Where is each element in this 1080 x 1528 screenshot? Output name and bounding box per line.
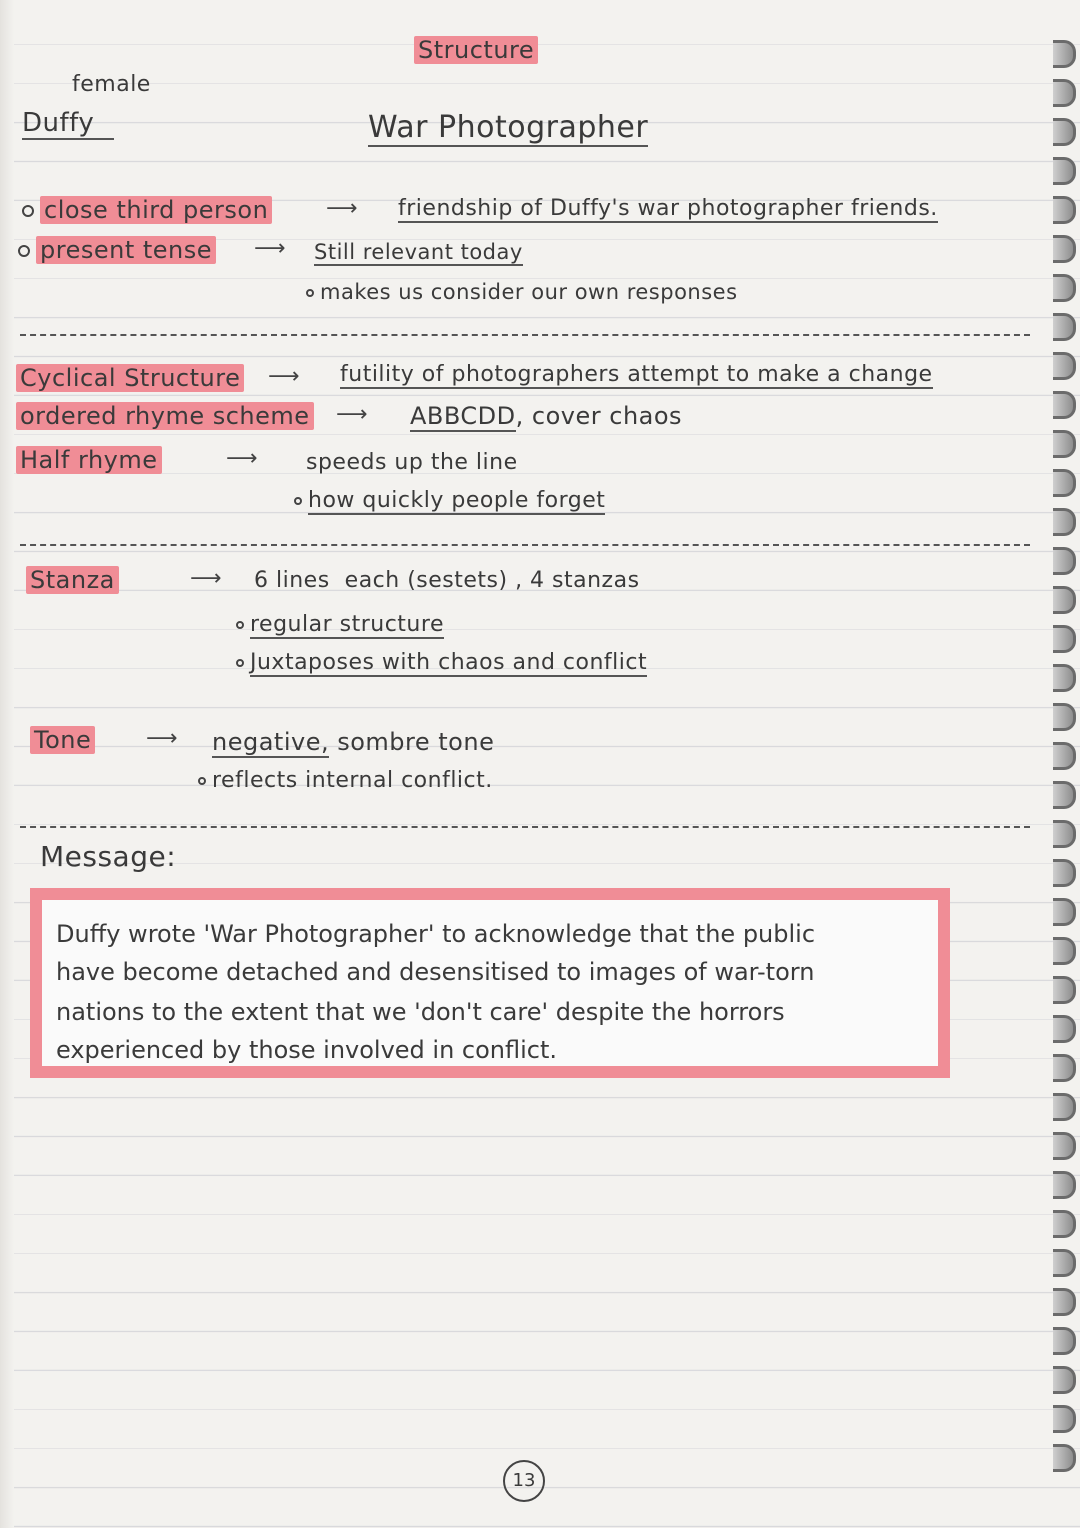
spiral-binding — [1054, 40, 1076, 1480]
spiral-ring-icon — [1053, 1171, 1076, 1199]
spiral-ring-icon — [1053, 586, 1076, 614]
spiral-ring-icon — [1053, 1015, 1076, 1043]
note-still-relevant: Still relevant today — [314, 240, 523, 264]
spiral-ring-icon — [1053, 1132, 1076, 1160]
arrow-right-icon: ⟶ — [146, 726, 178, 751]
bullet-icon — [236, 621, 244, 629]
spiral-ring-icon — [1053, 1054, 1076, 1082]
message-line: Duffy wrote 'War Photographer' to acknowledge that the public — [56, 920, 816, 948]
spiral-ring-icon — [1053, 898, 1076, 926]
arrow-right-icon: ⟶ — [268, 364, 300, 389]
spiral-ring-icon — [1053, 976, 1076, 1004]
arrow-right-icon: ⟶ — [336, 402, 368, 427]
spiral-ring-icon — [1053, 781, 1076, 809]
section-divider — [20, 334, 1030, 336]
spiral-ring-icon — [1053, 391, 1076, 419]
point-close-third-person: close third person — [22, 196, 272, 224]
note-internal-conflict: reflects internal conflict. — [198, 768, 493, 793]
spiral-ring-icon — [1053, 1249, 1076, 1277]
note-people-forget: how quickly people forget — [294, 488, 605, 513]
spiral-ring-icon — [1053, 1405, 1076, 1433]
spiral-ring-icon — [1053, 79, 1076, 107]
spiral-ring-icon — [1053, 40, 1076, 68]
spiral-ring-icon — [1053, 469, 1076, 497]
point-ordered-rhyme: ordered rhyme scheme — [16, 402, 314, 430]
spiral-ring-icon — [1053, 859, 1076, 887]
spiral-ring-icon — [1053, 820, 1076, 848]
note-rhyme-scheme: ABBCDD, cover chaos — [410, 402, 683, 430]
spiral-ring-icon — [1053, 430, 1076, 458]
spiral-ring-icon — [1053, 235, 1076, 263]
spiral-ring-icon — [1053, 1093, 1076, 1121]
poem-title: War Photographer — [368, 110, 649, 145]
bullet-icon — [294, 497, 302, 505]
arrow-right-icon: ⟶ — [326, 196, 358, 221]
spiral-ring-icon — [1053, 508, 1076, 536]
spiral-ring-icon — [1053, 1366, 1076, 1394]
arrow-right-icon: ⟶ — [226, 446, 258, 471]
spiral-ring-icon — [1053, 664, 1076, 692]
section-heading — [414, 36, 538, 64]
spiral-ring-icon — [1053, 742, 1076, 770]
spiral-ring-icon — [1053, 703, 1076, 731]
message-line: experienced by those involved in conflict. — [56, 1036, 558, 1064]
message-label: Message: — [40, 840, 177, 873]
spiral-ring-icon — [1053, 313, 1076, 341]
message-line: have become detached and desensitised to images of war-torn — [56, 958, 815, 986]
spiral-ring-icon — [1053, 1210, 1076, 1238]
spiral-ring-icon — [1053, 1327, 1076, 1355]
spiral-ring-icon — [1053, 1444, 1076, 1472]
bullet-icon — [22, 205, 34, 217]
spiral-ring-icon — [1053, 274, 1076, 302]
section-divider — [20, 544, 1030, 546]
note-friendship: friendship of Duffy's war photographer friends. — [398, 196, 938, 221]
spiral-ring-icon — [1053, 547, 1076, 575]
page-edge-shadow — [0, 0, 14, 1528]
section-divider — [20, 826, 1030, 828]
note-juxtaposes: Juxtaposes with chaos and conflict — [236, 650, 647, 675]
author-gender-note: female — [72, 72, 151, 97]
page-number: 13 — [503, 1460, 545, 1502]
spiral-ring-icon — [1053, 352, 1076, 380]
author-name: Duffy — [22, 108, 114, 140]
arrow-right-icon: ⟶ — [254, 236, 286, 261]
point-stanza: Stanza — [26, 566, 119, 594]
bullet-icon — [236, 659, 244, 667]
spiral-ring-icon — [1053, 937, 1076, 965]
note-consider-responses: makes us consider our own responses — [306, 280, 738, 304]
spiral-ring-icon — [1053, 157, 1076, 185]
point-tone: Tone — [30, 726, 95, 754]
message-line: nations to the extent that we 'don't care' despite the horrors — [56, 998, 785, 1026]
note-negative-tone: negative, sombre tone — [212, 728, 495, 756]
bullet-icon — [306, 289, 314, 297]
point-half-rhyme: Half rhyme — [16, 446, 162, 474]
point-present-tense: present tense — [18, 236, 216, 264]
spiral-ring-icon — [1053, 196, 1076, 224]
bullet-icon — [18, 245, 30, 257]
point-cyclical-structure: Cyclical Structure — [16, 364, 244, 392]
note-six-lines: 6 lines each (sestets) , 4 stanzas — [254, 568, 640, 593]
spiral-ring-icon — [1053, 118, 1076, 146]
note-speeds-up: speeds up the line — [306, 450, 518, 475]
spiral-ring-icon — [1053, 1288, 1076, 1316]
note-futility: futility of photographers attempt to make a change — [340, 362, 933, 387]
note-regular-structure: regular structure — [236, 612, 444, 637]
heading-highlight: Structure — [414, 36, 538, 64]
spiral-ring-icon — [1053, 625, 1076, 653]
bullet-icon — [198, 777, 206, 785]
arrow-right-icon: ⟶ — [190, 566, 222, 591]
